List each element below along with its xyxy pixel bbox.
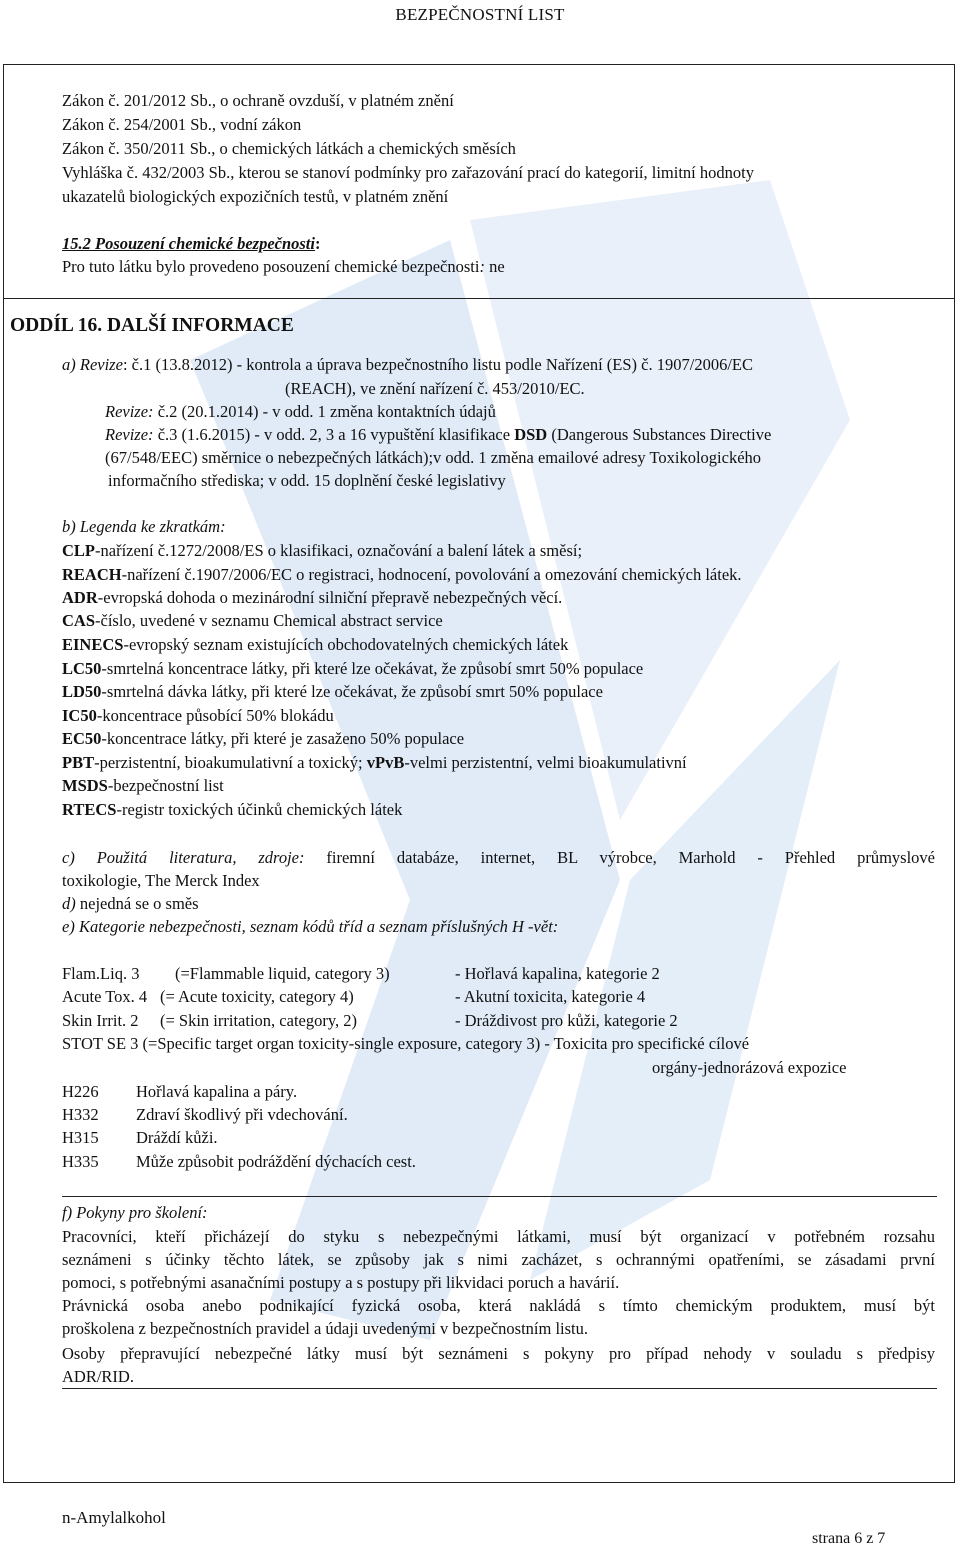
footer-page-number: strana 6 z 7 <box>812 1530 886 1547</box>
literature-rest: firemní databáze, internet, BL výrobce, Marhold - Přehled průmyslové <box>304 848 936 867</box>
mixture-line <box>62 893 199 915</box>
revision-2-label: Revize: <box>105 402 158 421</box>
law-line-5: ukazatelů biologických expozičních testů, v platném znění <box>62 187 449 206</box>
training-p1-line-2: seznámeni s účinky těchto látek, se způsoby jak s nimi zacházet, s ochrannými opatřeními, se zásadami první <box>62 1250 935 1269</box>
legend-abbr: ADR <box>62 588 98 607</box>
s15-2-answer: ne <box>484 257 505 276</box>
legend-text: -nařízení č.1907/2006/EC o registraci, hodnocení, povolování a omezování chemických látek. <box>121 565 742 584</box>
training-p3-line-2: ADR/RID. <box>62 1367 134 1386</box>
h-text: Dráždí kůži. <box>136 1128 218 1147</box>
legend-title: b) Legenda ke zkratkám: <box>62 517 226 536</box>
law-line-1: Zákon č. 201/2012 Sb., o ochraně ovzduší, v platném znění <box>62 91 454 110</box>
revision-3-text-a: č.3 (1.6.2015) - v odd. 2, 3 a 16 vypuštění klasifikace <box>157 425 515 444</box>
legend-abbr: REACH <box>62 565 122 584</box>
revision-1-line-1 <box>62 354 753 376</box>
legend-item-clp <box>62 540 582 562</box>
category-en: (= Acute toxicity, category 4) <box>160 987 354 1006</box>
category-cz: - Hořlavá kapalina, kategorie 2 <box>455 964 660 983</box>
h-code: H332 <box>62 1105 99 1124</box>
legend-text: -číslo, uvedené v seznamu Chemical abstract service <box>95 611 443 630</box>
footer-product-name: n-Amylalkohol <box>62 1508 166 1527</box>
legend-text: -nařízení č.1272/2008/ES o klasifikaci, označování a balení látek a směsí; <box>95 541 583 560</box>
training-title: f) Pokyny pro školení: <box>62 1203 208 1222</box>
legend-item-ld50 <box>62 681 603 703</box>
training-paragraph-2 <box>62 1294 935 1340</box>
training-top-rule <box>62 1196 937 1197</box>
category-code: Flam.Liq. 3 <box>62 964 140 983</box>
section16-title: ODDÍL 16. DALŠÍ INFORMACE <box>10 315 294 336</box>
revision-3-text-b: (Dangerous Substances Directive <box>547 425 772 444</box>
training-p1-line-3: pomoci, s potřebnými asanačními postupy a s postupy při likvidaci poruch a havárií. <box>62 1273 620 1292</box>
category-en: (= Skin irritation, category, 2) <box>160 1011 358 1030</box>
h-code: H335 <box>62 1152 99 1171</box>
s15-2-title: 15.2 Posouzení chemické bezpečnosti <box>62 234 315 253</box>
revision-3-line-2: (67/548/EEC) směrnice o nebezpečných látkách);v odd. 1 změna emailové adresy Toxikologického <box>105 448 762 467</box>
legend-abbr: CAS <box>62 611 96 630</box>
legend-abbr: LC50 <box>62 659 102 678</box>
category-en: (=Flammable liquid, category 3) <box>175 964 390 983</box>
document-header-title: BEZPEČNOSTNÍ LIST <box>395 5 565 24</box>
s15-2-text: Pro tuto látku bylo provedeno posouzení chemické bezpečnosti <box>62 257 480 276</box>
revision-2-text: č.2 (20.1.2014) - v odd. 1 změna kontaktních údajů <box>157 402 496 421</box>
section-divider <box>3 298 955 299</box>
legend-abbr: LD50 <box>62 682 102 701</box>
literature-line-1 <box>62 846 935 869</box>
categories-title: e) Kategorie nebezpečnosti, seznam kódů tříd a seznam příslušných H -vět: <box>62 917 559 936</box>
legend-text: -bezpečnostní list <box>107 776 224 795</box>
legend-text: -smrtelná dávka látky, při které lze očekávat, že způsobí smrt 50% populace <box>101 682 603 701</box>
s15-2-text-line <box>62 256 505 278</box>
h-code: H226 <box>62 1082 99 1101</box>
h-text: Zdraví škodlivý při vdechování. <box>136 1105 348 1124</box>
legend-abbr: EINECS <box>62 635 124 654</box>
training-paragraph-3 <box>62 1342 935 1388</box>
training-bottom-rule <box>62 1388 937 1389</box>
legend-text: -registr toxických účinků chemických látek <box>116 800 403 819</box>
category-code: Skin Irrit. 2 <box>62 1011 139 1030</box>
legend-text: -evropský seznam existujících obchodovatelných chemických látek <box>123 635 569 654</box>
mixture-label: d) <box>62 894 76 913</box>
training-p2-line-1: Právnická osoba anebo podnikající fyzická osoba, která nakládá s tímto chemickým produktem, musí být <box>62 1296 935 1315</box>
legend-text: -koncentrace látky, při které je zasaženo 50% populace <box>101 729 465 748</box>
revisions-label: a) Revize <box>62 355 123 374</box>
legend-item-ec50 <box>62 728 464 750</box>
legend-abbr: IC50 <box>62 706 97 725</box>
h-text: Může způsobit podráždění dýchacích cest. <box>136 1152 416 1171</box>
legend-item-lc50 <box>62 658 643 680</box>
legend-abbr: CLP <box>62 541 95 560</box>
mixture-text: nejedná se o směs <box>75 894 199 913</box>
legend-item-rtecs <box>62 799 402 821</box>
h-text: Hořlavá kapalina a páry. <box>136 1082 298 1101</box>
category-code: Acute Tox. 4 <box>62 987 148 1006</box>
category-cz: - Dráždivost pro kůži, kategorie 2 <box>455 1011 678 1030</box>
training-paragraph-1 <box>62 1225 935 1294</box>
legend-text: -evropská dohoda o mezinárodní silniční přepravě nebezpečných věcí. <box>97 588 563 607</box>
legend-item-reach <box>62 564 742 586</box>
legend-item-ic50 <box>62 705 334 727</box>
revision-3-line-3: informačního střediska; v odd. 15 doplnění české legislativy <box>108 471 506 490</box>
s15-2-colon: : <box>314 234 321 253</box>
law-line-4: Vyhláška č. 432/2003 Sb., kterou se stanoví podmínky pro zařazování prací do kategorií, limitní hodnoty <box>62 163 754 182</box>
revision-1-text: : č.1 (13.8.2012) - kontrola a úprava bezpečnostního listu podle Nařízení (ES) č. 1907/2006/EC <box>122 355 753 374</box>
revision-3-dsd: DSD <box>514 425 548 444</box>
revision-1-line-2: (REACH), ve znění nařízení č. 453/2010/EC. <box>285 379 585 398</box>
revision-2-line <box>105 401 496 423</box>
literature-label: c) Použitá literatura, zdroje: <box>62 848 305 867</box>
legend-abbr: MSDS <box>62 776 108 795</box>
s15-2-heading <box>62 233 320 255</box>
legend-item-adr <box>62 587 562 609</box>
training-p1-line-1: Pracovníci, kteří přicházejí do styku s nebezpečnými látkami, musí být organizací v potřebném rozsahu <box>62 1227 935 1246</box>
legend-text: -koncentrace působící 50% blokádu <box>96 706 334 725</box>
legend-text: -perzistentní, bioakumulativní a toxický; <box>94 753 367 772</box>
legend-abbr: PBT <box>62 753 95 772</box>
stot-line-1: STOT SE 3 (=Specific target organ toxicity-single exposure, category 3) - Toxicita pro specifické cílové <box>62 1034 750 1053</box>
legend-item-pbt <box>62 752 687 774</box>
law-line-2: Zákon č. 254/2001 Sb., vodní zákon <box>62 115 302 134</box>
legend-item-msds <box>62 775 224 797</box>
training-p2-line-2: proškolena z bezpečnostních pravidel a údaji uvedenými v bezpečnostním listu. <box>62 1319 589 1338</box>
category-cz: - Akutní toxicita, kategorie 4 <box>455 987 646 1006</box>
legend-text: -smrtelná koncentrace látky, při které lze očekávat, že způsobí smrt 50% populace <box>101 659 644 678</box>
stot-line-2: orgány-jednorázová expozice <box>652 1058 847 1077</box>
legend-abbr: RTECS <box>62 800 117 819</box>
revision-3-label: Revize: <box>105 425 158 444</box>
literature-line-2: toxikologie, The Merck Index <box>62 871 260 890</box>
training-p3-line-1: Osoby přepravující nebezpečné látky musí být seznámeni s pokyny pro případ nehody v souladu s předpisy <box>62 1344 935 1363</box>
law-line-3: Zákon č. 350/2011 Sb., o chemických látkách a chemických směsích <box>62 139 516 158</box>
h-code: H315 <box>62 1128 99 1147</box>
legend-item-cas <box>62 610 443 632</box>
legend-abbr-vpvb: vPvB <box>366 753 405 772</box>
revision-3-line-1 <box>105 424 771 446</box>
s15-2-answer-colon: : <box>479 257 485 276</box>
literature-paragraph <box>62 846 935 892</box>
legend-text-vpvb: -velmi perzistentní, velmi bioakumulativní <box>404 753 687 772</box>
legend-item-einecs <box>62 634 568 656</box>
legend-abbr: EC50 <box>62 729 102 748</box>
